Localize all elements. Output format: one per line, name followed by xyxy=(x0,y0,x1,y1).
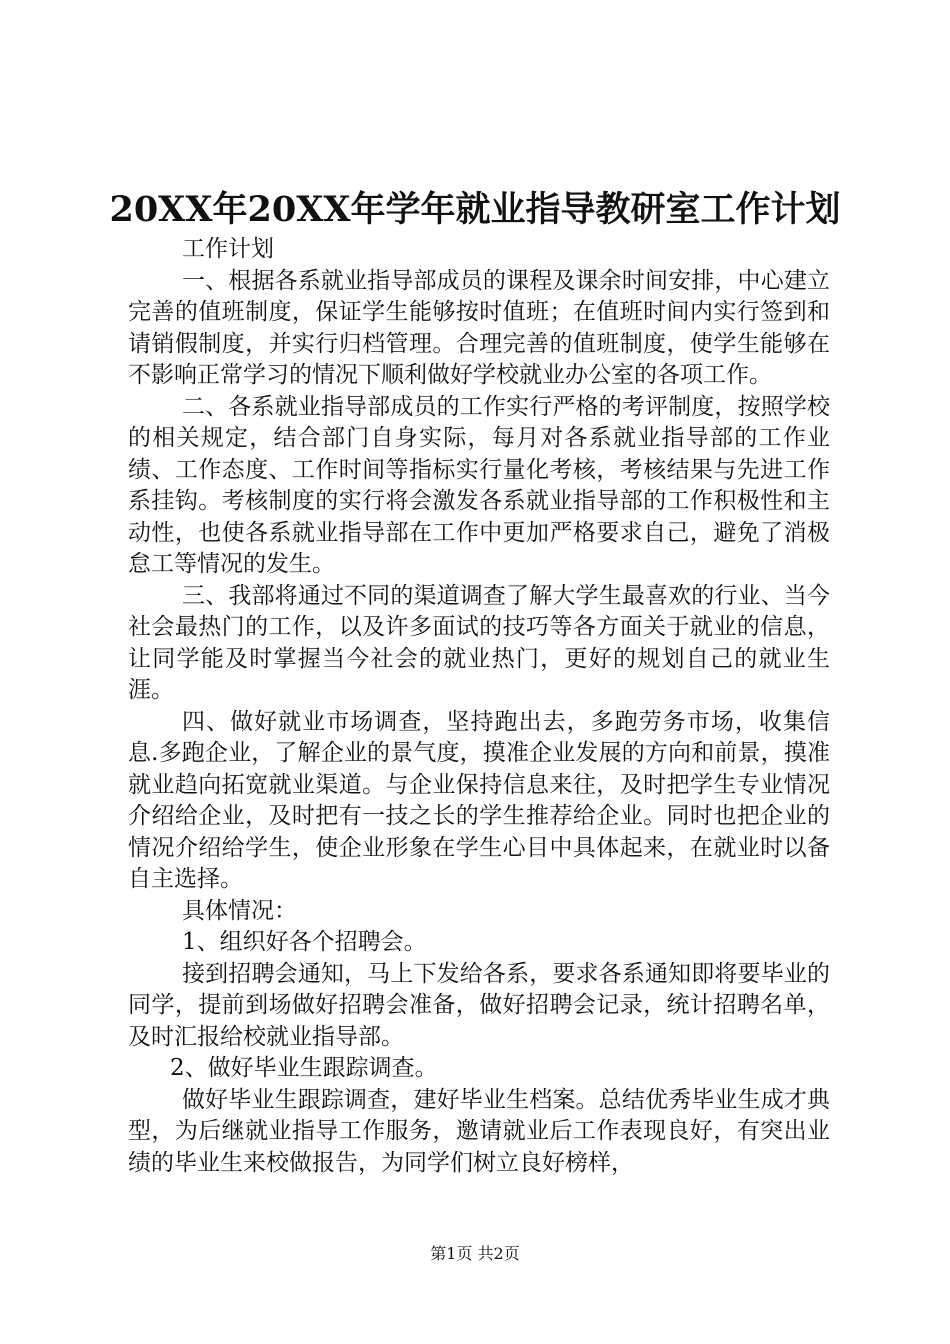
paragraph: 2、做好毕业生跟踪调查。 xyxy=(170,1055,438,1081)
paragraph: 二、各系就业指导部成员的工作实行严格的考评制度，按照学校的相关规定，结合部门自身实际，每月对各系就业指导部的工作业绩、工作态度、工作时间等指标实行量化考核，考核结果与先进工作系挂钩。考核制度的实行将会激发各系就业指导部的工作积极性和主动性，也使各系就业指导部在工作中更加严格要求自己，避免了消极怠工等情况的发生。 xyxy=(128,393,830,577)
paragraph: 四、做好就业市场调查，坚持跑出去，多跑劳务市场，收集信息.多跑企业，了解企业的景气度，摸准企业发展的方向和前景，摸准就业趋向拓宽就业渠道。与企业保持信息来往，及时把学生专业情况介绍给企业，及时把有一技之长的学生推荐给企业。同时也把企业的情况介绍给学生，使企业形象在学生心目中具体起来，在就业时以备自主选择。 xyxy=(128,708,830,892)
document-title: 20XX年20XX年学年就业指导教研室工作计划 xyxy=(109,189,841,230)
document-body xyxy=(128,234,830,1179)
paragraph: 三、我部将通过不同的渠道调查了解大学生最喜欢的行业、当今社会最热门的工作，以及许多面试的技巧等各方面关于就业的信息，让同学能及时掌握当今社会的就业热门，更好的规划自己的就业生涯。 xyxy=(128,582,830,703)
page-footer: 第1页 共2页 xyxy=(430,1244,520,1263)
paragraph: 具体情况： xyxy=(182,897,297,924)
paragraph: 工作计划 xyxy=(182,236,274,262)
paragraph: 接到招聘会通知，马上下发给各系，要求各系通知即将要毕业的同学，提前到场做好招聘会准备，做好招聘会记录，统计招聘名单，及时汇报给校就业指导部。 xyxy=(128,960,830,1050)
paragraph: 一、根据各系就业指导部成员的课程及课余时间安排，中心建立完善的值班制度，保证学生能够按时值班；在值班时间内实行签到和请销假制度，并实行归档管理。合理完善的值班制度，使学生能够在不影响正常学习的情况下顺利做好学校就业办公室的各项工作。 xyxy=(128,267,830,388)
paragraph: 1、组织好各个招聘会。 xyxy=(182,929,427,955)
paragraph: 做好毕业生跟踪调查，建好毕业生档案。总结优秀毕业生成才典型，为后继就业指导工作服务，邀请就业后工作表现良好，有突出业绩的毕业生来校做报告，为同学们树立良好榜样， xyxy=(128,1086,830,1176)
